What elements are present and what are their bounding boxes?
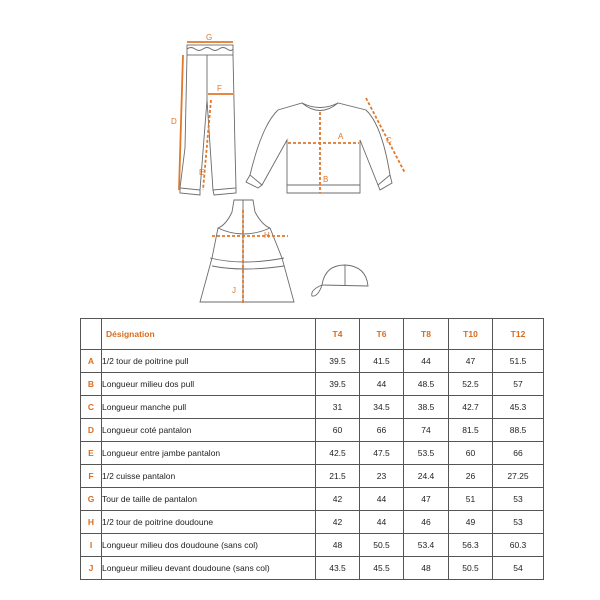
- size-value-cell: 54: [493, 557, 544, 580]
- table-row: [81, 557, 544, 580]
- size-value-cell: 42: [316, 488, 360, 511]
- table-row: [81, 350, 544, 373]
- size-value-cell: 48.5: [404, 373, 449, 396]
- size-value-cell: 42.5: [316, 442, 360, 465]
- row-designation: Tour de taille de pantalon: [102, 488, 316, 511]
- row-letter: G: [81, 488, 102, 511]
- measurement-d: [171, 55, 183, 190]
- size-value-cell: 48: [316, 534, 360, 557]
- header-size: T8: [404, 319, 449, 350]
- measurement-j: [232, 210, 243, 305]
- row-designation: 1/2 tour de poitrine doudoune: [102, 511, 316, 534]
- size-value-cell: 38.5: [404, 396, 449, 419]
- size-value-cell: 41.5: [360, 350, 404, 373]
- header-size: T10: [449, 319, 493, 350]
- size-value-cell: 74: [404, 419, 449, 442]
- cap-drawing: [312, 265, 368, 296]
- size-value-cell: 60.3: [493, 534, 544, 557]
- size-value-cell: 45.3: [493, 396, 544, 419]
- size-value-cell: 24.4: [404, 465, 449, 488]
- table-row: [81, 396, 544, 419]
- table-row: [81, 442, 544, 465]
- measurement-g: [187, 33, 233, 42]
- row-letter: J: [81, 557, 102, 580]
- size-value-cell: 44: [360, 373, 404, 396]
- size-value-cell: 60: [316, 419, 360, 442]
- size-value-cell: 47: [449, 350, 493, 373]
- row-designation: 1/2 cuisse pantalon: [102, 465, 316, 488]
- size-value-cell: 56.3: [449, 534, 493, 557]
- row-designation: Longueur coté pantalon: [102, 419, 316, 442]
- size-value-cell: 50.5: [449, 557, 493, 580]
- size-value-cell: 39.5: [316, 350, 360, 373]
- label-g: G: [206, 33, 213, 42]
- label-c: C: [386, 136, 392, 145]
- table-row: [81, 465, 544, 488]
- label-f: F: [217, 84, 222, 93]
- sweatshirt-drawing: [246, 103, 392, 193]
- size-value-cell: 34.5: [360, 396, 404, 419]
- pants-drawing: [180, 45, 236, 195]
- size-value-cell: 43.5: [316, 557, 360, 580]
- size-value-cell: 88.5: [493, 419, 544, 442]
- measurement-b: [320, 112, 328, 193]
- size-value-cell: 47.5: [360, 442, 404, 465]
- header-size: T6: [360, 319, 404, 350]
- size-value-cell: 50.5: [360, 534, 404, 557]
- row-letter: F: [81, 465, 102, 488]
- row-designation: Longueur manche pull: [102, 396, 316, 419]
- row-letter: B: [81, 373, 102, 396]
- label-b: B: [323, 175, 329, 184]
- row-designation: Longueur milieu devant doudoune (sans col): [102, 557, 316, 580]
- row-letter: H: [81, 511, 102, 534]
- size-value-cell: 46: [404, 511, 449, 534]
- label-h: H: [264, 231, 270, 240]
- size-value-cell: 57: [493, 373, 544, 396]
- size-value-cell: 81.5: [449, 419, 493, 442]
- size-value-cell: 42: [316, 511, 360, 534]
- size-value-cell: 52.5: [449, 373, 493, 396]
- size-value-cell: 26: [449, 465, 493, 488]
- row-letter: C: [81, 396, 102, 419]
- measurement-c: [366, 98, 405, 173]
- table-row: [81, 373, 544, 396]
- header-blank-cell: [81, 319, 102, 350]
- row-letter: I: [81, 534, 102, 557]
- size-value-cell: 44: [360, 488, 404, 511]
- header-size: T12: [493, 319, 544, 350]
- size-value-cell: 44: [360, 511, 404, 534]
- size-chart-table: [80, 318, 544, 580]
- row-letter: D: [81, 419, 102, 442]
- label-d: D: [171, 117, 177, 126]
- vest-drawing: [200, 200, 294, 302]
- label-a: A: [338, 132, 344, 141]
- size-value-cell: 45.5: [360, 557, 404, 580]
- table-row: [81, 511, 544, 534]
- row-letter: E: [81, 442, 102, 465]
- size-value-cell: 51: [449, 488, 493, 511]
- measurement-h: [212, 231, 288, 240]
- row-designation: Longueur milieu dos pull: [102, 373, 316, 396]
- size-value-cell: 31: [316, 396, 360, 419]
- size-value-cell: 53: [493, 488, 544, 511]
- size-value-cell: 44: [404, 350, 449, 373]
- header-size: T4: [316, 319, 360, 350]
- table-row: [81, 488, 544, 511]
- label-e: E: [199, 168, 205, 177]
- size-value-cell: 53.4: [404, 534, 449, 557]
- size-value-cell: 60: [449, 442, 493, 465]
- size-value-cell: 47: [404, 488, 449, 511]
- size-value-cell: 23: [360, 465, 404, 488]
- size-value-cell: 39.5: [316, 373, 360, 396]
- table-header-row: [81, 319, 544, 350]
- table-row: [81, 534, 544, 557]
- measurement-e: [199, 100, 211, 190]
- measurement-f: [208, 84, 233, 94]
- row-letter: A: [81, 350, 102, 373]
- size-value-cell: 66: [493, 442, 544, 465]
- size-value-cell: 53: [493, 511, 544, 534]
- size-value-cell: 53.5: [404, 442, 449, 465]
- size-value-cell: 49: [449, 511, 493, 534]
- header-designation: Désignation: [102, 319, 316, 350]
- size-value-cell: 48: [404, 557, 449, 580]
- size-value-cell: 66: [360, 419, 404, 442]
- size-value-cell: 51.5: [493, 350, 544, 373]
- row-designation: Longueur milieu dos doudoune (sans col): [102, 534, 316, 557]
- table-row: [81, 419, 544, 442]
- size-value-cell: 21.5: [316, 465, 360, 488]
- size-value-cell: 27.25: [493, 465, 544, 488]
- size-value-cell: 42.7: [449, 396, 493, 419]
- row-designation: 1/2 tour de poitrine pull: [102, 350, 316, 373]
- label-j: J: [232, 286, 236, 295]
- measurement-a: [288, 132, 359, 143]
- row-designation: Longueur entre jambe pantalon: [102, 442, 316, 465]
